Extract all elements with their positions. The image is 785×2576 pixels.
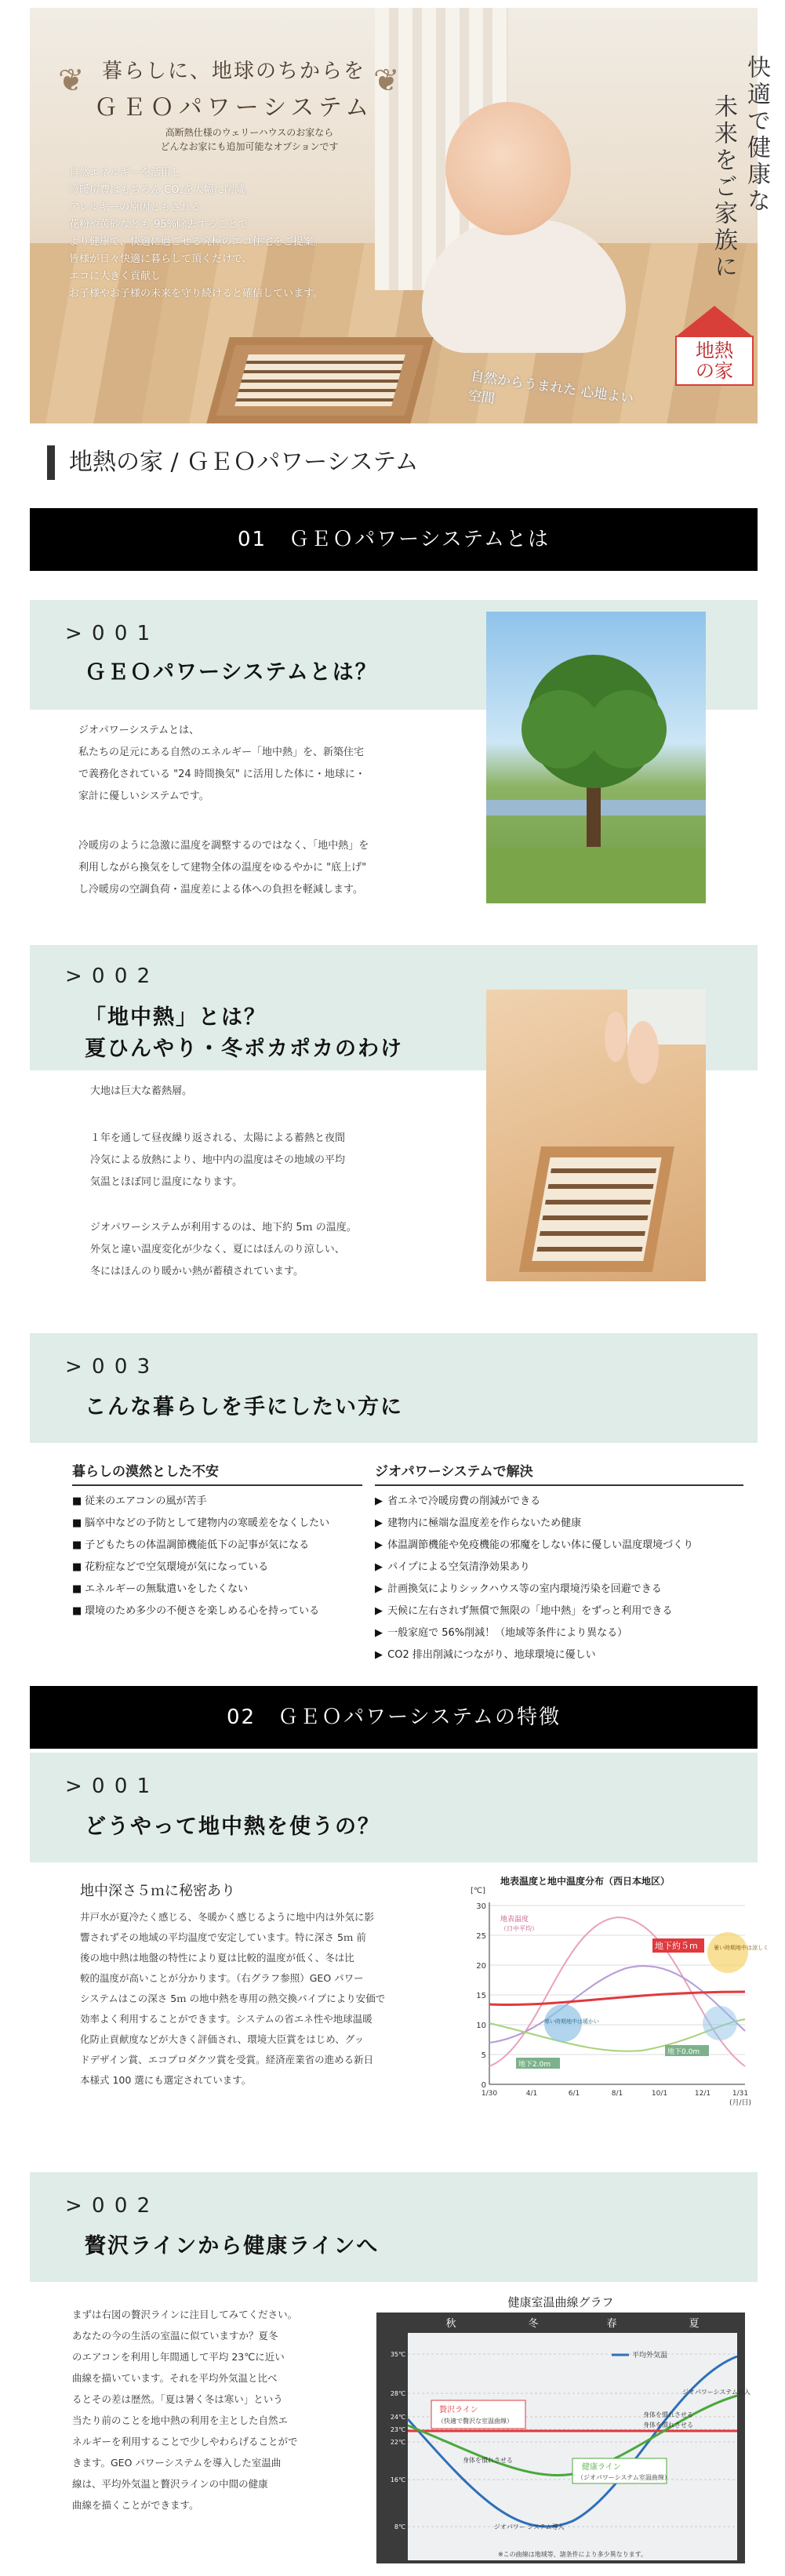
worries-heading: 暮らしの漠然とした不安 — [72, 1460, 362, 1486]
bullet-square-icon: ■ — [72, 1517, 82, 1529]
label-luxury: 贅沢ライン — [439, 2406, 478, 2414]
y-tick: 10 — [476, 2022, 486, 2030]
chart-note: ※この曲線は地域等、諸条件により多少異なります。 — [497, 2551, 648, 2558]
section-02-bar: 02 ＧＥＯパワーシステムの特徴 — [30, 1686, 758, 1749]
brand-line: 地熱 — [696, 340, 733, 362]
y-tick: 5 — [481, 2051, 486, 2060]
hero-lead-line: より健康で、快適に過ごせる究極のエコ住宅をご提案。 — [69, 236, 324, 248]
list-item-text: 体温調節機能や免疫機能の邪魔をしない体に優しい温度環境づくり — [387, 1539, 694, 1551]
y-tick: 35℃ — [390, 2351, 405, 2358]
label-0m: 地下0.0m — [667, 2048, 700, 2056]
list-item — [72, 1579, 362, 1600]
list-item-text: 天候に左右されず無償で無限の「地中熱」をずっと利用できる — [387, 1605, 673, 1617]
text-line: るとその差は歴然。「夏は暑く冬は寒い」という — [72, 2393, 283, 2405]
text-line: 私たちの足元にある自然のエネルギー「地中熱」を、新築住宅 — [78, 747, 365, 758]
label-5m-side: 暑い時期地中は涼しく — [714, 1945, 769, 1951]
text-line: で義務化されている "24 時間換気" に活用した体に・地球に・ — [78, 768, 365, 780]
item-002-paragraph-2 — [90, 1128, 451, 1194]
label-luxury-sub: （快適で贅沢な室温曲線） — [438, 2418, 513, 2425]
text-line: 家計に優しいシステムです。 — [78, 790, 209, 802]
list-item — [72, 1491, 362, 1513]
y-unit: [℃] — [471, 1887, 486, 1895]
brand-line: の家 — [696, 360, 733, 382]
ground-temp-chart-svg — [469, 1874, 769, 2109]
hero-lead-line: 自然エネルギーを活用し — [69, 167, 182, 179]
vent-illustration — [486, 990, 706, 1281]
text-line: きます。GEO パワーシステムを導入した室温曲 — [72, 2457, 282, 2469]
text-line: 利用しながら換気をして建物全体の温度をゆるやかに "底上げ" — [78, 862, 367, 874]
x-tick: 1/30 — [481, 2090, 498, 2098]
list-item-text: 省エネで冷暖房費の削減ができる — [387, 1495, 541, 1507]
bullet-triangle-icon: ▶ — [375, 1583, 383, 1595]
item-001-paragraph-2 — [78, 835, 439, 901]
item-number: > 0 0 1 — [65, 1775, 152, 1798]
bullet-triangle-icon: ▶ — [375, 1627, 383, 1639]
laurel-left-icon: ❦ — [58, 63, 85, 99]
label-geo-top: ジオパワーシステム導入 — [682, 2389, 750, 2396]
bullet-square-icon: ■ — [72, 1561, 82, 1573]
text-line: 響されずその地域の平均温度で安定しています。特に深さ 5ｍ 前 — [80, 1931, 366, 1943]
bullet-square-icon: ■ — [72, 1539, 82, 1551]
text-line: 井戸水が夏冷たく感じる、冬暖かく感じるように地中内は外気に影 — [80, 1911, 375, 1923]
list-item — [72, 1600, 362, 1622]
list-item-text: 花粉症などで空気環境が気になっている — [85, 1561, 269, 1573]
bullet-triangle-icon: ▶ — [375, 1561, 383, 1573]
list-item — [72, 1557, 362, 1579]
label-body: 身体を慣れさせる — [643, 2411, 693, 2418]
label-cold: 寒い時期地中は暖かい — [544, 2018, 599, 2025]
text-line: まずは右図の贅沢ラインに注目してみてください。 — [72, 2309, 298, 2320]
y-tick: 25 — [476, 1932, 486, 1941]
text-line: し冷暖房の空調負荷・温度差による体への負担を軽減します。 — [78, 884, 363, 896]
y-tick: 8℃ — [394, 2523, 405, 2531]
text-line: １年を通して昼夜繰り返される、太陽による蓄熱と夜間 — [90, 1132, 346, 1144]
text-line: 本様式 100 選にも選定されています。 — [80, 2074, 252, 2086]
list-item-text: 一般家庭で 56%削減！（地域等条件により異なる） — [387, 1627, 628, 1639]
hero-lead — [69, 165, 398, 303]
room-temp-chart-svg — [376, 2294, 750, 2568]
bullet-triangle-icon: ▶ — [375, 1539, 383, 1551]
vent-slats — [234, 354, 405, 406]
y-tick: 30 — [476, 1902, 486, 1911]
vertical-copy-right: 快適で健康な — [743, 55, 770, 215]
text-line: 線は、平均外気温と贅沢ラインの中間の健康 — [72, 2478, 268, 2490]
feature-002-body — [72, 2304, 354, 2516]
hero-sub-line: 高断熱仕様のウェリーハウスのお家なら — [165, 127, 334, 138]
solutions-column — [375, 1460, 743, 1666]
solutions-list — [375, 1491, 743, 1666]
bullet-square-icon: ■ — [72, 1583, 82, 1595]
feature-002-header — [30, 2172, 758, 2282]
list-item-text: 計画換気によりシックハウス等の室内環境汚染を回避できる — [387, 1583, 662, 1595]
hero-logo: ＧＥＯパワーシステム — [93, 94, 374, 122]
worries-list — [72, 1491, 362, 1622]
list-item-text: CO2 排出削減につながり、地球環境に優しい — [387, 1649, 596, 1661]
tree-photo — [486, 612, 706, 903]
hero-lead-line: 花粉や黄砂なども 95%除去することで — [69, 219, 249, 231]
list-item — [375, 1491, 743, 1513]
worries-column — [72, 1460, 362, 1622]
item-title: どうやって地中熱を使うの？ — [85, 1815, 380, 1839]
y-tick: 20 — [476, 1962, 486, 1971]
list-item — [375, 1579, 743, 1600]
hero-lead-line: エコに大きく貢献し — [69, 271, 162, 282]
text-line: 効率よく利用することができます。システムの省エネ性や地球温暖 — [80, 2013, 373, 2025]
text-line: 曲線を描いています。それを平均外気温と比べ — [72, 2372, 278, 2384]
text-line: 冷気による放熱により、地中内の温度はその地域の平均 — [90, 1154, 346, 1166]
list-item — [375, 1535, 743, 1557]
list-item — [375, 1644, 743, 1666]
feature-001-body — [80, 1907, 449, 2091]
baby-photo-head — [445, 102, 571, 235]
text-line: ドデザイン賞、エコプロダクツ賞を受賞。経済産業省の進める新日 — [80, 2054, 374, 2066]
text-line: 冷暖房のように急激に温度を調整するのではなく、「地中熱」を — [78, 840, 369, 852]
text-line: のエアコンを利用し年間通して平均 23℃に近い — [72, 2351, 285, 2363]
item-title: こんな暮らしを手にしたい方に — [85, 1395, 403, 1419]
text-line: 較的温度が高いことが分かります。（右グラフ参照）GEO パワー — [80, 1972, 364, 1984]
y-tick: 23℃ — [390, 2426, 405, 2433]
item-number: > 0 0 2 — [65, 2194, 152, 2218]
x-tick: 1/31 — [732, 2090, 749, 2098]
item-002-paragraph-1 — [90, 1081, 451, 1103]
label-surface-sub: （日中平均） — [500, 1925, 538, 1932]
brand-logo-text — [675, 336, 754, 386]
hero-lead-line: 冷暖房費はもちろん CO₂を大幅に削減。 — [69, 184, 255, 196]
label-2m: 地下2.0m — [518, 2061, 551, 2069]
feature-001-subhead: 地中深さ５ｍに秘密あり — [80, 1883, 235, 1899]
season-label: 冬 — [528, 2318, 539, 2330]
text-line: システムはこの深さ 5ｍ の地中熱を専用の熱交換パイプにより安価で — [80, 1993, 386, 2004]
y-tick: 22℃ — [390, 2439, 405, 2446]
list-item — [375, 1622, 743, 1644]
item-title: 贅沢ラインから健康ラインへ — [85, 2234, 380, 2258]
text-line: 曲線を描くことができます。 — [72, 2499, 199, 2511]
item-003-header — [30, 1333, 758, 1443]
list-item — [375, 1600, 743, 1622]
text-line: ネルギーを利用することで少しやわらげることがで — [72, 2436, 298, 2447]
list-item-text: パイプによる空気清浄効果あり — [387, 1561, 530, 1573]
x-unit: (月/日) — [729, 2099, 752, 2107]
label-body: 身体を慣れさせる — [463, 2457, 513, 2464]
x-tick: 4/1 — [525, 2090, 538, 2098]
solutions-heading: ジオパワーシステムで解決 — [375, 1460, 743, 1486]
bullet-triangle-icon: ▶ — [375, 1517, 383, 1529]
bullet-triangle-icon: ▶ — [375, 1649, 383, 1661]
room-temp-chart — [376, 2294, 750, 2568]
y-tick: 0 — [481, 2081, 486, 2090]
item-001-paragraph-1 — [78, 720, 439, 808]
list-item — [72, 1535, 362, 1557]
hero-lead-line: お子様やお子様の未来を守り続けると確信しています。 — [69, 288, 323, 300]
season-label: 夏 — [689, 2318, 700, 2330]
tree-illustration — [486, 612, 706, 903]
list-item — [375, 1557, 743, 1579]
text-line: 後の地中熱は地盤の特性により夏は比較的温度が低く、冬は比 — [80, 1952, 354, 1964]
ground-temp-chart — [469, 1874, 769, 2109]
label-surface: 地表温度 — [500, 1916, 529, 1924]
label-5m: 地下約５m — [655, 1941, 698, 1951]
hero-lead-line: 皆様が日々快適に暮らして頂くだけで、 — [69, 253, 253, 265]
y-tick: 24℃ — [390, 2414, 405, 2421]
label-body: 身体を慣れさせる — [643, 2422, 693, 2429]
bullet-triangle-icon: ▶ — [375, 1495, 383, 1507]
hero-vertical-copy — [687, 55, 773, 290]
y-tick: 16℃ — [390, 2476, 405, 2483]
item-number: > 0 0 1 — [65, 622, 152, 645]
item-002-paragraph-3 — [90, 1217, 451, 1283]
label-geo-bottom: ジオパワー システム導入 — [494, 2523, 565, 2531]
item-title-line-1: 「地中熱」とは？ — [85, 1005, 267, 1030]
list-item-text: 子どもたちの体温調節機能低下の記事が気になる — [85, 1539, 310, 1551]
chart-title: 健康室温曲線グラフ — [507, 2295, 614, 2309]
hero-banner — [30, 8, 770, 423]
chart-title: 地表温度と地中温度分布（西日本地区） — [500, 1876, 671, 1887]
list-item-text: 脳卒中などの予防として建物内の寒暖差をなくしたい — [85, 1517, 330, 1529]
text-line: 気温とほぼ同じ温度になります。 — [90, 1176, 242, 1188]
item-title: ＧＥＯパワーシステムとは？ — [85, 660, 378, 685]
bullet-triangle-icon: ▶ — [375, 1605, 383, 1617]
list-item-text: エネルギーの無駄遣いをしたくない — [85, 1583, 249, 1595]
laurel-right-icon: ❦ — [373, 63, 400, 99]
season-label: 春 — [606, 2318, 617, 2330]
item-title-line-2: 夏ひんやり・冬ポカポカのわけ — [85, 1037, 403, 1061]
y-tick: 28℃ — [390, 2390, 405, 2397]
brand-logo — [671, 306, 758, 392]
season-label: 秋 — [445, 2318, 456, 2330]
bullet-square-icon: ■ — [72, 1495, 82, 1507]
text-line: 大地は巨大な蓄熱層。 — [90, 1085, 193, 1097]
label-health-sub: （ジオパワーシステム室温曲線） — [577, 2474, 671, 2481]
x-tick: 12/1 — [694, 2090, 711, 2098]
list-item — [375, 1513, 743, 1535]
text-line: 当たり前のことを地中熱の利用を主とした自然エ — [72, 2414, 289, 2426]
text-line: 化防止貢献度などが大きく評価され、環境大臣賞をはじめ、グッ — [80, 2033, 365, 2045]
y-tick: 15 — [476, 1992, 486, 2000]
hero-sub-line: どんなお家にも追加可能なオプションです — [160, 141, 339, 152]
list-item-text: 建物内に極端な温度差を作らないため健康 — [387, 1517, 582, 1529]
label-health: 健康ライン — [582, 2463, 621, 2472]
bullet-square-icon: ■ — [72, 1605, 82, 1617]
section-01-bar: 01 ＧＥＯパワーシステムとは — [30, 508, 758, 571]
item-number: > 0 0 3 — [65, 1355, 152, 1379]
list-item-text: 環境のため多少の不便さを楽しめる心を持っている — [85, 1605, 320, 1617]
legend-outdoor: 平均外気温 — [632, 2352, 668, 2360]
list-item-text: 従来のエアコンの風が苦手 — [85, 1495, 207, 1507]
floor-vent-photo — [486, 990, 706, 1281]
text-line: ジオパワーシステムとは、 — [78, 725, 200, 736]
hero-sub — [132, 125, 367, 154]
house-roof-icon — [675, 306, 754, 337]
hero-tagline: 暮らしに、地球のちからを — [101, 60, 365, 83]
item-number: > 0 0 2 — [65, 965, 152, 988]
hero-script-text: 自然からうまれた 心地よい空間 — [467, 368, 635, 408]
text-line: 外気と違い温度変化が少なく、夏にはほんのり涼しい、 — [90, 1244, 345, 1255]
x-tick: 8/1 — [611, 2090, 623, 2098]
x-tick: 6/1 — [568, 2090, 580, 2098]
text-line: 冬にはほんのり暖かい熱が蓄積されています。 — [90, 1266, 303, 1277]
floor-vent-image — [206, 337, 433, 423]
list-item — [72, 1513, 362, 1535]
x-tick: 10/1 — [651, 2090, 668, 2098]
text-line: あなたの今の生活の室温に似ていますか？夏冬 — [72, 2330, 278, 2342]
vertical-copy-left: 未来をご家族に — [710, 94, 737, 281]
feature-001-header — [30, 1753, 758, 1862]
hero-lead-line: アレルギーの原因ともされる — [69, 202, 202, 213]
text-line: ジオパワーシステムが利用するのは、地下約 5ｍ の温度。 — [90, 1222, 357, 1234]
page-title: 地熱の家 / ＧＥＯパワーシステム — [47, 445, 753, 480]
